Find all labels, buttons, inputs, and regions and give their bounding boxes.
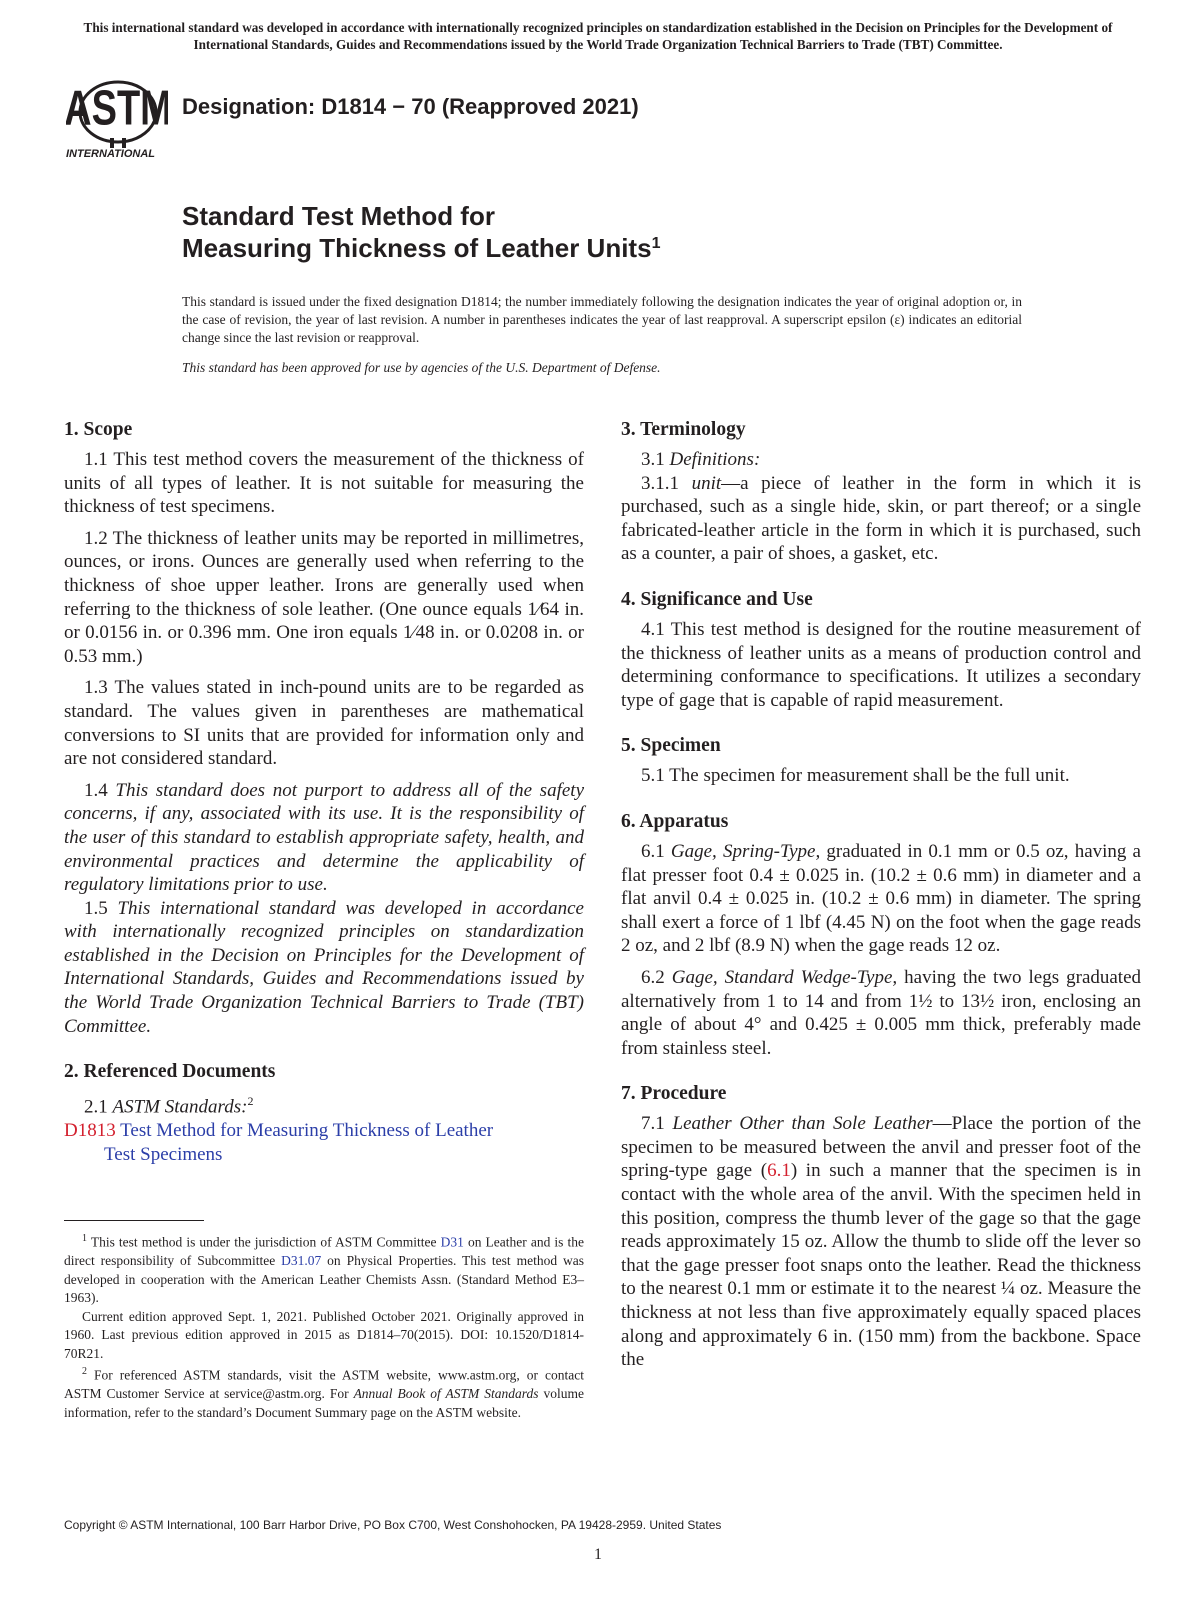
para-7-1-text-b: ) in such a manner that the specimen is in contact with the whole area of the anvil. With the specimen held in this position, compress the thumb lever of the gage so that the gage reads approximately 15 oz. Allow the thumb to slide off the lever so that the gage presser foot snaps onto the leather. Read the thickness to the nearest 0.1 mm or estimate it to the nearest ¼ oz. Measure the thickness at not less than five approximately equally spaced places along and approximately 6 in. (150 mm) from the backbone. Space the — [621, 1160, 1142, 1371]
term-leather-other: Leather Other than Sole Leather — [672, 1113, 933, 1135]
title-line-1: Standard Test Method for — [182, 201, 495, 231]
page-number: 1 — [594, 1546, 602, 1563]
section-6-heading: 6. Apparatus — [621, 810, 729, 832]
left-column — [64, 418, 584, 1166]
link-d31[interactable]: D31 — [440, 1234, 464, 1250]
para-3-1-num: 3.1 — [641, 449, 665, 470]
ref-d1813-title[interactable]: Test Method for Measuring Thickness of Leather — [120, 1120, 494, 1142]
footnote-1-text-b: on Leather and is the direct responsibility of Subcommittee — [64, 1234, 584, 1268]
para-6-2-text: having the two legs graduated alternatively from 1 to 14 and from 1½ to 13½ iron, enclosing an angle of about 4° and 0.425 ± 0.005 mm thick, preferably made from stainless steel. — [621, 966, 1142, 1059]
logo-international-text: INTERNATIONAL — [66, 148, 156, 160]
astm-logo — [66, 70, 168, 170]
section-7-heading: 7. Procedure — [621, 1083, 727, 1105]
footnote-2-mark: 2 — [82, 1366, 87, 1377]
section-2-heading: 2. Referenced Documents — [64, 1061, 276, 1083]
link-6-1[interactable]: 6.1 — [767, 1160, 791, 1182]
para-1-4 — [64, 779, 584, 897]
para-2-1-footnote-mark: 2 — [247, 1094, 254, 1109]
para-6-2 — [621, 966, 1141, 1060]
link-d31-07[interactable]: D31.07 — [281, 1253, 322, 1268]
section-3-heading: 3. Terminology — [621, 419, 746, 440]
para-1-2: 1.2 The thickness of leather units may be reported in millimetres, ounces, or irons. Ounces are generally used when referring to the thickness of shoe upper leather. Irons are generally used when referring to the thickness of sole leather. (One ounce equals 1⁄64 in. or 0.0156 in. or 0.396 mm. One iron equals 1⁄48 in. or 0.0208 in. or 0.53 mm.) — [64, 527, 584, 667]
term-unit: unit — [691, 472, 722, 494]
section-5-heading: 5. Specimen — [621, 735, 721, 757]
para-4-1: 4.1 This test method is designed for the routine measurement of the thickness of leather units as a means of production control and determining conformance to specifications. It utilizes a secondary type of gage that is capable of rapid measurement. — [621, 618, 1141, 711]
para-7-1-num: 7.1 — [641, 1113, 665, 1135]
dod-approval: This standard has been approved for use by agencies of the U.S. Department of Defense. — [182, 360, 661, 375]
footnote-1-text-c: on Physical Properties. This test method was developed in cooperation with the American Leather Chemists Assn. (Standard Method E3–1963). — [64, 1253, 584, 1305]
footnote-1 — [64, 1230, 584, 1308]
para-3-1-1-num: 3.1.1 — [641, 472, 679, 494]
para-1-4-text: This standard does not purport to address all of the safety concerns, if any, associated with its use. It is the responsibility of the user of this standard to establish appropriate safety, health, and environmental practices and determine the applicability of regulatory limitations prior to use. — [64, 779, 584, 896]
para-3-1-1-text: —a piece of leather in the form in which it is purchased, such as a single hide, skin, or part thereof; or a single fabricated-leather article in the form in which it is purchased, such as a counter, a pair of shoes, a gasket, etc. — [621, 472, 1142, 565]
para-6-1-text: graduated in 0.1 mm or 0.5 oz, having a flat presser foot 0.4 ± 0.025 in. (10.2 ± 0.6 mm) in diameter and a flat anvil 0.4 ± 0.025 in. (10.2 ± 0.6 mm) in diameter. The spring shall exert a force of 1 lbf (4.45 N) on the foot when the gage reads 2 oz, and 2 lbf (8.9 N) when the gage reads 12 oz. — [621, 840, 1141, 957]
copyright: Copyright © ASTM International, 100 Barr Harbor Drive, PO Box C700, West Conshohocken, PA 19428-2959. United States — [64, 1518, 722, 1532]
ref-d1813[interactable] — [64, 1119, 584, 1166]
footnote-rule — [64, 1220, 204, 1221]
footnote-1-mark: 1 — [82, 1233, 87, 1244]
para-1-1: 1.1 This test method covers the measurement of the thickness of units of all types of leather. It is not suitable for measuring the thickness of test specimens. — [64, 449, 584, 518]
title-line-2-text: Measuring Thickness of Leather Units — [182, 233, 652, 263]
title-line-2 — [182, 232, 660, 264]
designation: Designation: D1814 − 70 (Reapproved 2021) — [182, 94, 639, 119]
para-2-1-text: ASTM Standards: — [112, 1096, 248, 1118]
footnote-2-text-b: volume information, refer to the standard’s Document Summary page on the ASTM website. — [64, 1386, 584, 1420]
para-7-1 — [621, 1112, 1141, 1372]
footnote-2-text-a: For referenced ASTM standards, visit the ASTM website, www.astm.org, or contact ASTM Customer Service at service@astm.org. For — [64, 1367, 584, 1401]
para-7-1-text-a: —Place the portion of the specimen to be measured between the anvil and presser foot of the spring-type gage ( — [621, 1113, 1142, 1182]
para-6-1-num: 6.1 — [641, 840, 665, 862]
para-6-2-num: 6.2 — [641, 966, 665, 988]
section-4-heading: 4. Significance and Use — [621, 588, 813, 610]
title-footnote-mark: 1 — [651, 235, 661, 252]
para-1-5 — [64, 897, 584, 1039]
footnotes — [64, 1230, 584, 1422]
header-notice: This international standard was developed in accordance with internationally recognized principles on standardization established in the Decision on Principles for the Development of International Standards, Guides and Recommendations issued by the World Trade Organization Technical Barriers to Trade (TBT) Committee. — [83, 20, 1113, 52]
page-title — [182, 200, 660, 264]
para-2-1-num: 2.1 — [84, 1096, 108, 1118]
term-wedge-gage: Gage, Standard Wedge-Type, — [671, 966, 898, 988]
section-1-heading: 1. Scope — [64, 419, 133, 440]
para-6-1 — [621, 840, 1141, 958]
para-3-1-text: Definitions: — [669, 449, 761, 470]
para-1-3: 1.3 The values stated in inch-pound units are to be regarded as standard. The values given in parentheses are mathematical conversions to SI units that are provided for information only and are not considered standard. — [64, 677, 584, 770]
right-column — [621, 418, 1141, 1372]
term-spring-gage: Gage, Spring-Type, — [670, 840, 821, 862]
footnote-2 — [64, 1363, 584, 1422]
svg-text:ASTM: ASTM — [66, 80, 168, 136]
para-3-1-1 — [621, 472, 1141, 566]
para-1-5-num: 1.5 — [84, 897, 108, 919]
footnote-1-edition: Current edition approved Sept. 1, 2021. Published October 2021. Originally approved in 1960. Last previous edition approved in 2015 as D1814–70(2015). DOI: 10.1520/D1814-70R21. — [64, 1308, 584, 1361]
para-3-1 — [621, 448, 1141, 472]
footnote-1-text-a: This test method is under the jurisdiction of ASTM Committee — [87, 1234, 441, 1250]
intro-paragraph: This standard is issued under the fixed designation D1814; the number immediately following the designation indicates the year of original adoption or, in the case of revision, the year of last revision. A number in parentheses indicates the year of last reapproval. A superscript epsilon (ε) indicates an editorial change since the last revision or reapproval. — [182, 294, 1022, 346]
para-5-1: 5.1 The specimen for measurement shall be the full unit. — [641, 765, 1070, 787]
footnote-2-book-title: Annual Book of ASTM Standards — [353, 1386, 539, 1401]
ref-d1813-title-cont[interactable]: Test Specimens — [104, 1143, 223, 1165]
para-1-4-num: 1.4 — [84, 779, 108, 801]
para-2-1 — [64, 1090, 584, 1119]
para-1-5-text: This international standard was developed in accordance with internationally recognized principles on standardization established in the Decision on Principles for the Development of International Standards, Guides and Recommendations issued by the World Trade Organization Technical Barriers to Trade (TBT) Committee. — [64, 897, 584, 1037]
ref-d1813-code[interactable]: D1813 — [64, 1120, 116, 1142]
